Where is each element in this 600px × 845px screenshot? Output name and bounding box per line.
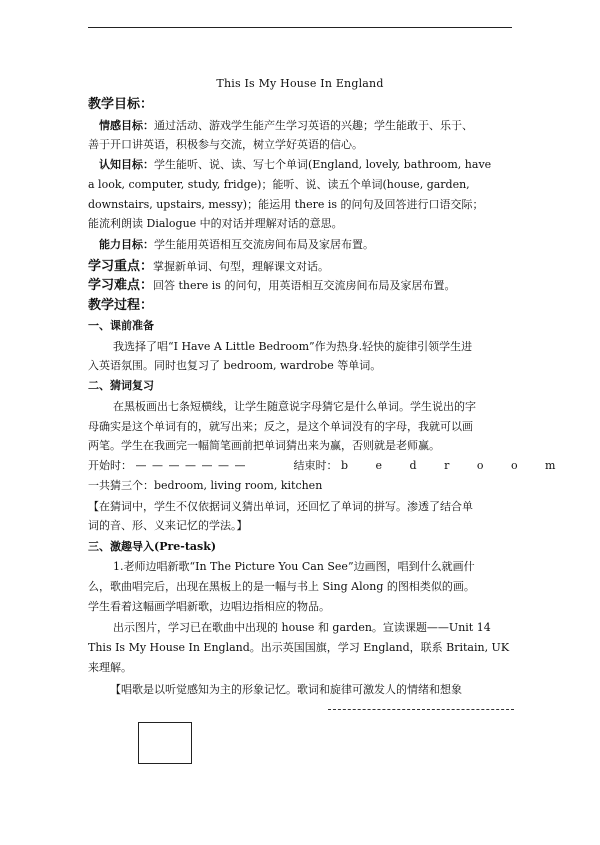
start-label: 开始时：	[88, 459, 132, 472]
goal-cognitive-text-1: 学生能听、说、读、写七个单词(England, lovely, bathroom, have	[154, 158, 492, 171]
step2-heading: 二、猜词复习	[88, 379, 154, 392]
goal-ability-text: 学生能用英语相互交流房间布局及家居布置。	[154, 238, 374, 251]
goal-cognitive-line-1	[88, 155, 525, 174]
key-point-text: 掌握新单词、句型，理解课文对话。	[153, 260, 330, 273]
start-blanks: — — — — — — —	[135, 459, 247, 472]
end-letters: b e d r o o m	[340, 459, 568, 472]
section-teaching-process: 教学过程：	[88, 298, 154, 313]
step2-text-3: 两笔。学生在我画完一幅简笔画前把单词猜出来为赢，否则就是老师赢。	[88, 439, 440, 452]
step1-heading: 一、课前准备	[88, 319, 154, 332]
step2-note-2: 词的音、形、义来记忆的学法。】	[88, 519, 248, 532]
step2-text-2: 母确实是这个单词有的，就写出来；反之，是这个单词没有的字母，我就可以画	[88, 420, 473, 433]
step3-text-2: 么，歌曲唱完后，出现在黑板上的是一幅与书上 Sing Along 的图相类似的画。	[88, 580, 475, 593]
step2-text-1: 在黑板画出七条短横线，让学生随意说字母猜它是什么单词。学生说出的字	[113, 400, 476, 413]
step1-text-1: 我选择了唱“I Have A Little Bedroom”作为热身.轻快的旋律引领学生进	[113, 340, 473, 353]
dashed-continuation-line	[328, 709, 514, 710]
step3-text-1: 1.老师边唱新歌“In The Picture You Can See”边画图，唱到什么就画什	[113, 560, 475, 573]
goal-cognitive-label: 认知目标：	[99, 158, 154, 171]
goal-emotion-text-2: 善于开口讲英语，积极参与交流，树立学好英语的信心。	[88, 138, 363, 151]
step3-text-5: This Is My House In England。出示英国国旗，学习 England，联系 Britain, UK	[88, 641, 510, 654]
goal-ability-line	[88, 235, 525, 254]
goal-cognitive-text-4: 能流利朗读 Dialogue 中的对话并理解对话的意思。	[88, 217, 343, 230]
difficulty-text: 回答 there is 的问句，用英语相互交流房间布局及家居布置。	[153, 279, 456, 292]
goal-cognitive-text-2: a look, computer, study, fridge)；能听、说、读五个单词(house, garden,	[88, 178, 470, 191]
guess-game-line	[88, 456, 568, 475]
header-rule	[88, 27, 512, 28]
goal-ability-label: 能力目标：	[99, 238, 154, 251]
step3-text-4: 出示图片，学习已在歌曲中出现的 house 和 garden。宣读课题——Unit 14	[113, 621, 491, 634]
guess-result-text: 一共猜三个：bedroom, living room, kitchen	[88, 479, 323, 492]
key-point-line	[88, 257, 514, 276]
step3-text-3: 学生看着这幅画学唱新歌，边唱边指相应的物品。	[88, 600, 330, 613]
step2-note-1: 【在猜词中，学生不仅依据词义猜出单词，还回忆了单词的拼写。渗透了结合单	[88, 500, 473, 513]
step3-text-6: 来理解。	[88, 661, 132, 674]
empty-box	[138, 722, 192, 764]
difficulty-label: 学习难点：	[88, 278, 154, 293]
step1-text-2: 入英语氛围。同时也复习了 bedroom, wardrobe 等单词。	[88, 359, 382, 372]
step3-note: 【唱歌是以听觉感知为主的形象记忆。歌词和旋律可激发人的情绪和想象	[110, 683, 462, 696]
goal-cognitive-text-3: downstairs, upstairs, messy)；能运用 there is 的问句及回答进行口语交际；	[88, 198, 484, 211]
goal-emotion-text-1: 通过活动、游戏学生能产生学习英语的兴趣；学生能敢于、乐于、	[154, 119, 473, 132]
difficulty-line	[88, 276, 514, 295]
goal-emotion-line-1	[88, 116, 525, 135]
end-label: 结束时：	[293, 459, 338, 472]
goal-emotion-label: 情感目标：	[99, 119, 154, 132]
key-point-label: 学习重点：	[88, 259, 154, 274]
step3-heading: 三、激趣导入(Pre-task)	[88, 540, 217, 553]
section-teaching-goals: 教学目标：	[88, 97, 154, 112]
document-title: This Is My House In England	[216, 77, 384, 90]
